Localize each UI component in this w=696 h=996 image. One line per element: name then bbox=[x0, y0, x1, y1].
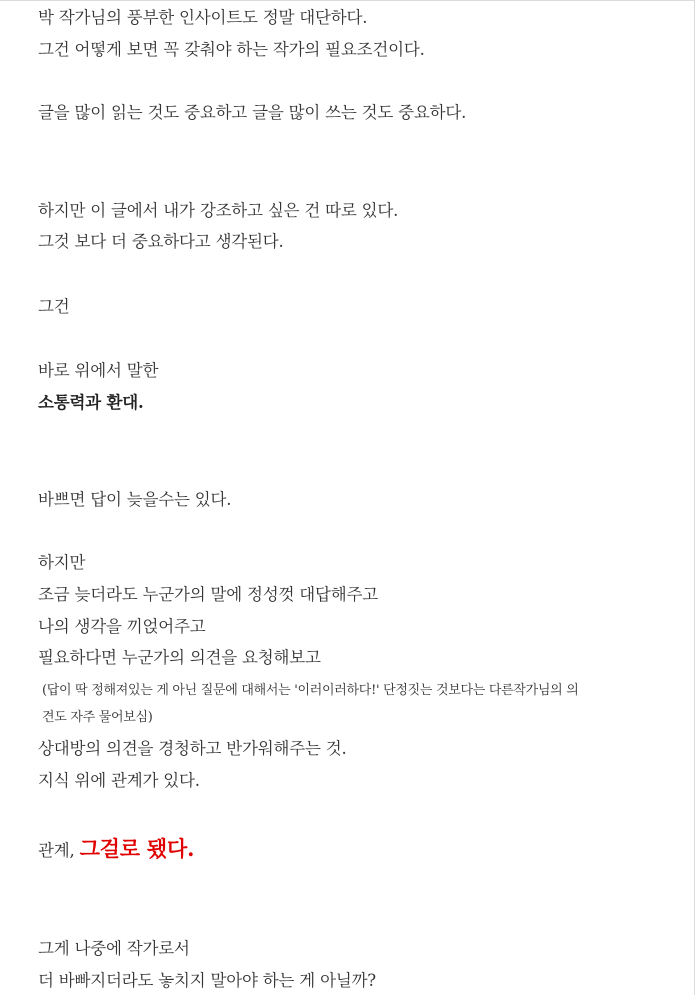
paragraph-line: 상대방의 의견을 경청하고 반가워해주는 것. bbox=[38, 739, 347, 758]
paragraph-line: 글을 많이 읽는 것도 중요하고 글을 많이 쓰는 것도 중요하다. bbox=[38, 103, 467, 122]
bold-emphasis-line: 소통력과 환대. bbox=[38, 393, 144, 412]
paragraph-line: 바로 위에서 말한 bbox=[38, 361, 159, 380]
paragraph-line: 그것 보다 더 중요하다고 생각된다. bbox=[38, 232, 284, 251]
paragraph-line: 바쁘면 답이 늦을수는 있다. bbox=[38, 490, 232, 509]
red-highlight-text: 그걸로 됐다. bbox=[79, 836, 195, 861]
paragraph-line: 하지만 bbox=[38, 553, 86, 572]
paragraph-line: 나의 생각을 끼얹어주고 bbox=[38, 617, 206, 636]
paragraph-line: 그게 나중에 작가로서 bbox=[38, 939, 190, 958]
paragraph-line: 더 바빠지더라도 놓치지 말아야 하는 게 아닐까? bbox=[38, 971, 376, 990]
paragraph-line: 필요하다면 누군가의 의견을 요청해보고 bbox=[38, 648, 321, 667]
note-line: 견도 자주 물어보심) bbox=[42, 710, 153, 725]
note-line: (답이 딱 정해져있는 게 아닌 질문에 대해서는 '이러이러하다!' 단정짓는 것보다는 다른작가님의 의 bbox=[42, 683, 579, 698]
paragraph-line: 하지만 이 글에서 내가 강조하고 싶은 건 따로 있다. bbox=[38, 201, 399, 220]
paragraph-line: 조금 늦더라도 누군가의 말에 정성껏 대답해주고 bbox=[38, 585, 379, 604]
paragraph-line: 그건 어떻게 보면 꼭 갖춰야 하는 작가의 필요조건이다. bbox=[38, 40, 425, 59]
highlight-prefix: 관계, bbox=[38, 841, 75, 860]
paragraph-line: 박 작가님의 풍부한 인사이트도 정말 대단하다. bbox=[38, 8, 368, 27]
highlight-paragraph bbox=[38, 838, 194, 862]
paragraph-line: 그건 bbox=[38, 297, 70, 316]
paragraph-line: 지식 위에 관계가 있다. bbox=[38, 771, 200, 790]
